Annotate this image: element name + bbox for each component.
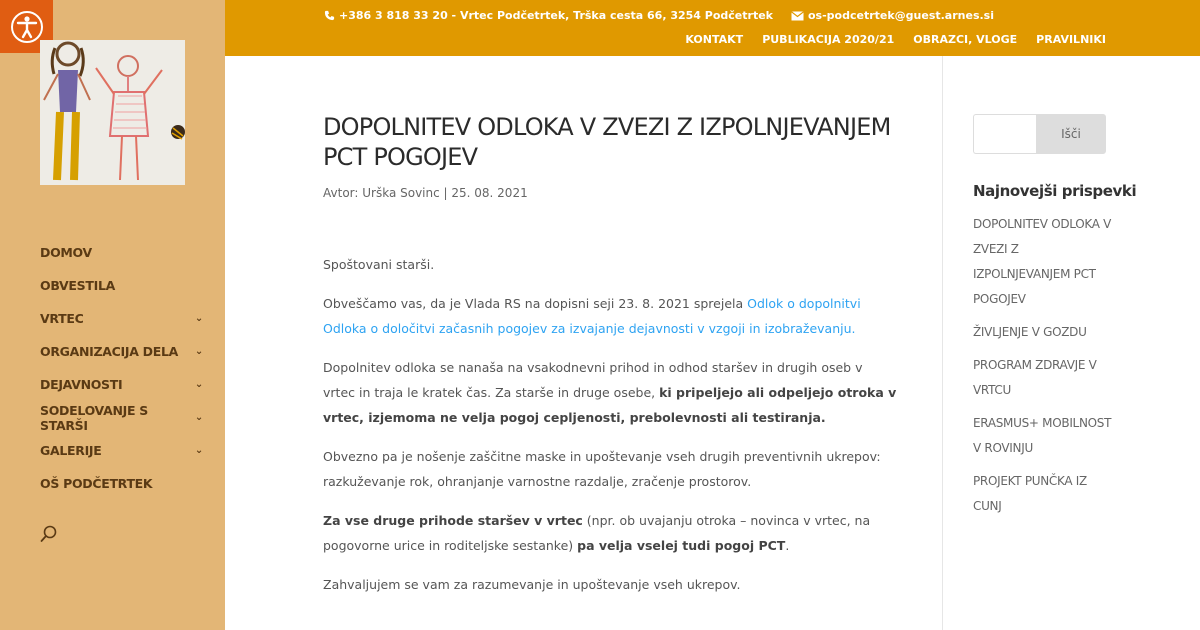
recent-posts-title: Najnovejši prispevki bbox=[973, 182, 1137, 200]
widget-search bbox=[973, 114, 1106, 154]
paragraph bbox=[323, 291, 898, 341]
recent-posts-list bbox=[973, 212, 1113, 527]
sidebar-search-button[interactable] bbox=[40, 525, 58, 547]
recent-post-link[interactable]: ŽIVLJENJE V GOZDU bbox=[973, 325, 1087, 339]
site-logo[interactable] bbox=[40, 40, 185, 185]
recent-post-link[interactable]: PROJEKT PUNČKA IZ CUNJ bbox=[973, 474, 1087, 513]
paragraph-bold-text: Za vse druge prihode staršev v vrtec bbox=[323, 513, 583, 528]
nav-label: OŠ PODČETRTEK bbox=[40, 476, 153, 491]
paragraph: Obvezno pa je nošenje zaščitne maske in upoštevanje vseh drugih preventivnih ukrepov: razkuževanje rok, ohranjanje varnostne razdalje, zračenje prostorov. bbox=[323, 449, 881, 489]
content-divider bbox=[942, 56, 943, 630]
paragraph-bold-text: pa velja vselej tudi pogoj PCT bbox=[577, 538, 786, 553]
search-input[interactable] bbox=[973, 114, 1036, 154]
recent-post-link[interactable]: PROGRAM ZDRAVJE V VRTCU bbox=[973, 358, 1097, 397]
top-nav-publikacija[interactable]: PUBLIKACIJA 2020/21 bbox=[762, 33, 895, 46]
nav-label: OBVESTILA bbox=[40, 278, 115, 293]
chevron-down-icon[interactable]: ⌄ bbox=[194, 346, 203, 357]
post-body bbox=[323, 252, 898, 597]
top-nav-kontakt[interactable]: KONTAKT bbox=[685, 33, 744, 46]
recent-post-link[interactable]: DOPOLNITEV ODLOKA V ZVEZI Z IZPOLNJEVANJEM PCT POGOJEV bbox=[973, 217, 1112, 306]
child-drawing-logo bbox=[40, 40, 185, 185]
sidebar bbox=[0, 0, 225, 630]
chevron-down-icon[interactable]: ⌄ bbox=[194, 379, 203, 390]
chevron-down-icon[interactable]: ⌄ bbox=[194, 445, 203, 456]
nav-item-domov[interactable] bbox=[40, 236, 205, 269]
nav-label: VRTEC bbox=[40, 311, 84, 326]
secondary-nav bbox=[685, 33, 1106, 46]
paragraph-bold-text: ki pripeljejo ali odpeljejo otroka v vrtec, izjemoma ne velja pogoj cepljenosti, prebolevnosti ali testiranja. bbox=[323, 385, 897, 425]
nav-item-vrtec[interactable] bbox=[40, 302, 205, 335]
paragraph-text: Dopolnitev odloka se nanaša na vsakodnevni prihod in odhod staršev in drugih oseb v vrtec in traja le kratek čas. Za starše in druge osebe, bbox=[323, 360, 863, 400]
top-bar bbox=[225, 0, 1200, 56]
post-article bbox=[323, 112, 898, 611]
contact-phone: +386 3 818 33 20 - Vrtec Podčetrtek, Trška cesta 66, 3254 Podčetrtek bbox=[339, 9, 773, 22]
paragraph bbox=[323, 508, 898, 558]
chevron-down-icon[interactable]: ⌄ bbox=[194, 313, 203, 324]
main-nav bbox=[40, 236, 205, 500]
search-icon bbox=[40, 525, 58, 543]
nav-item-os-podcetrtek[interactable] bbox=[40, 467, 205, 500]
paragraph bbox=[323, 355, 898, 430]
paragraph-text: (npr. ob uvajanju otroka – novinca v vrtec, na pogovorne urice in roditeljske sestanke) bbox=[323, 513, 871, 553]
contact-info bbox=[324, 9, 994, 22]
search-button[interactable]: Išči bbox=[1036, 114, 1106, 154]
paragraph: Zahvaljujem se vam za razumevanje in upoštevanje vseh ukrepov. bbox=[323, 577, 741, 592]
nav-item-dejavnosti[interactable] bbox=[40, 368, 205, 401]
nav-item-obvestila[interactable] bbox=[40, 269, 205, 302]
nav-label: DEJAVNOSTI bbox=[40, 377, 123, 392]
nav-item-sodelovanje-s-starsi[interactable] bbox=[40, 401, 205, 434]
contact-email[interactable]: os-podcetrtek@guest.arnes.si bbox=[807, 9, 994, 22]
post-title: DOPOLNITEV ODLOKA V ZVEZI Z IZPOLNJEVANJEM PCT POGOJEV bbox=[323, 113, 891, 171]
phone-icon bbox=[324, 10, 335, 21]
nav-label: ORGANIZACIJA DELA bbox=[40, 344, 178, 359]
post-meta: Avtor: Urška Sovinc | 25. 08. 2021 bbox=[323, 186, 528, 200]
top-nav-pravilniki[interactable]: PRAVILNIKI bbox=[1036, 33, 1106, 46]
paragraph: Spoštovani starši. bbox=[323, 257, 435, 272]
paragraph-text: . bbox=[785, 538, 790, 553]
top-nav-obrazci-vloge[interactable]: OBRAZCI, VLOGE bbox=[913, 33, 1018, 46]
nav-label: DOMOV bbox=[40, 245, 92, 260]
odlok-link[interactable]: Odlok o dopolnitvi Odloka o določitvi začasnih pogojev za izvajanje dejavnosti v vzgoji in izobraževanju. bbox=[323, 296, 861, 336]
chevron-down-icon[interactable]: ⌄ bbox=[194, 412, 203, 423]
accessibility-icon bbox=[10, 10, 44, 44]
paragraph-text: Obveščamo vas, da je Vlada RS na dopisni seji 23. 8. 2021 sprejela bbox=[323, 296, 748, 311]
nav-item-organizacija-dela[interactable] bbox=[40, 335, 205, 368]
recent-post-link[interactable]: ERASMUS+ MOBILNOST V ROVINJU bbox=[973, 416, 1112, 455]
nav-item-galerije[interactable] bbox=[40, 434, 205, 467]
email-icon bbox=[791, 11, 804, 21]
nav-label: GALERIJE bbox=[40, 443, 102, 458]
nav-label: SODELOVANJE S STARŠI bbox=[40, 402, 148, 433]
